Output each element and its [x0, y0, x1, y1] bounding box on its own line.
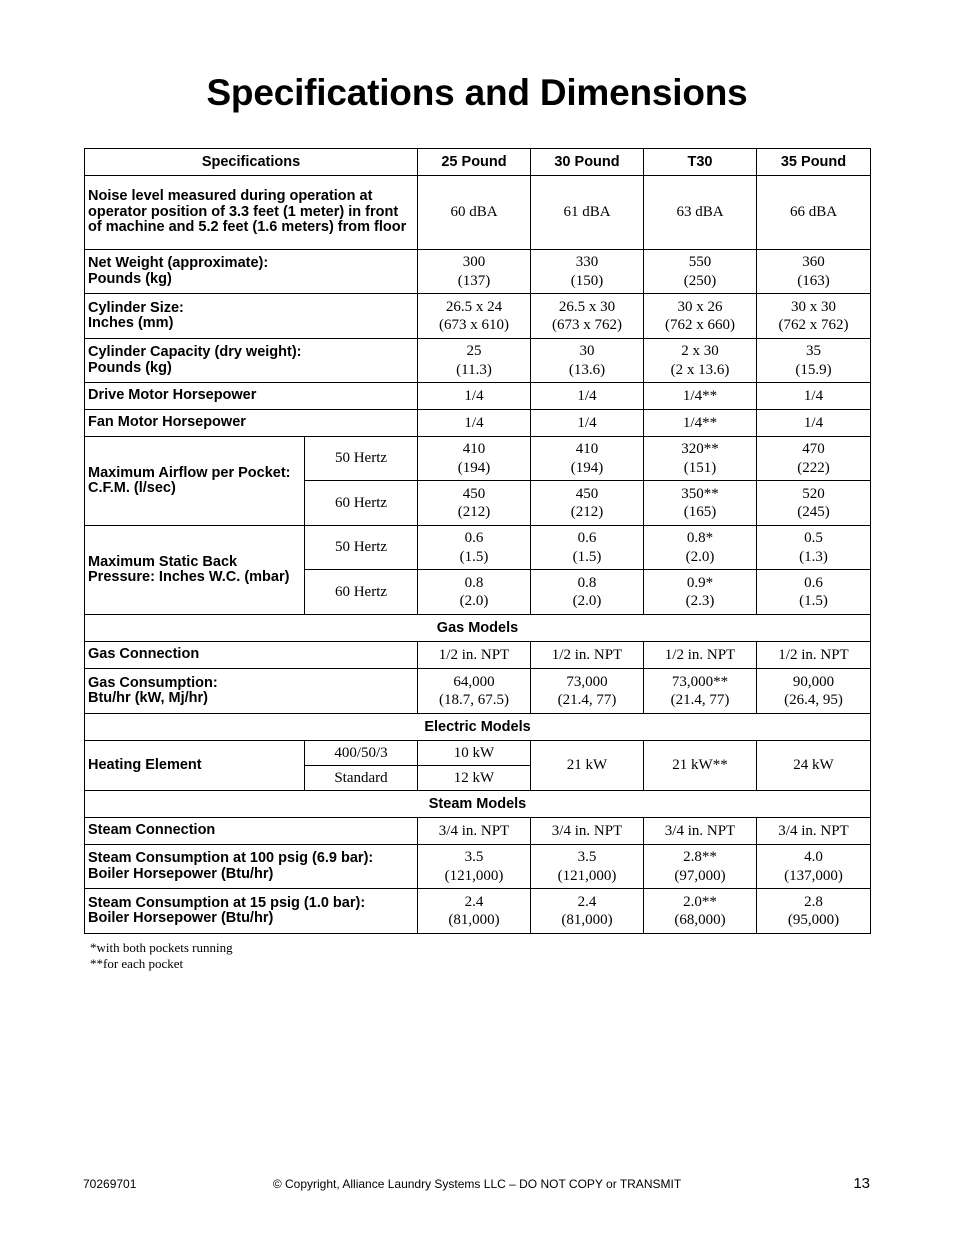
cell-value: 3.5 (121,000) [418, 845, 531, 889]
cell-value: 1/2 in. NPT [418, 642, 531, 669]
cell-value: 30 x 30 (762 x 762) [757, 294, 871, 339]
cell-value: 1/4** [644, 410, 757, 437]
table-row-airflow-50hz [85, 437, 871, 481]
cell-value: 21 kW** [644, 741, 757, 791]
cell-value: 35 (15.9) [757, 339, 871, 383]
row-label-drive-motor: Drive Motor Horsepower [85, 383, 418, 410]
section-row-electric [85, 714, 871, 741]
cell-value: 410 (194) [531, 437, 644, 481]
page-title: Specifications and Dimensions [206, 72, 748, 113]
frequency-label: 50 Hertz [305, 526, 418, 570]
cell-value: 12 kW [418, 766, 531, 791]
cell-value: 90,000 (26.4, 95) [757, 669, 871, 714]
cell-value: 0.6 (1.5) [531, 526, 644, 570]
row-label-noise: Noise level measured during operation at operator position of 3.3 feet (1 meter) in front of machine and 5.2 feet (1.6 meters) from floor [85, 176, 418, 250]
cell-value: 30 (13.6) [531, 339, 644, 383]
cell-value: 2.8 (95,000) [757, 889, 871, 934]
cell-value: 10 kW [418, 741, 531, 766]
cell-value: 300 (137) [418, 250, 531, 294]
row-label-airflow: Maximum Airflow per Pocket: C.F.M. (l/sec) [85, 437, 305, 526]
cell-value: 450 (212) [418, 481, 531, 526]
footnote-single-asterisk: *with both pockets running [90, 940, 233, 955]
cell-value: 21 kW [531, 741, 644, 791]
cell-value: 2.0** (68,000) [644, 889, 757, 934]
cell-value: 0.6 (1.5) [757, 570, 871, 615]
footer-document-number: 70269701 [83, 1177, 137, 1191]
cell-value: 0.8 (2.0) [418, 570, 531, 615]
cell-value: 2 x 30 (2 x 13.6) [644, 339, 757, 383]
header-30-pound: 30 Pound [531, 149, 644, 176]
frequency-label: 50 Hertz [305, 437, 418, 481]
specifications-table [84, 148, 871, 934]
footer-copyright: © Copyright, Alliance Laundry Systems LLC – DO NOT COPY or TRANSMIT [272, 1177, 682, 1191]
table-row-net-weight [85, 250, 871, 294]
cell-value: 410 (194) [418, 437, 531, 481]
cell-value: 1/4 [531, 410, 644, 437]
footer-page-number: 13 [853, 1175, 870, 1192]
cell-value: 1/4 [531, 383, 644, 410]
row-label-heating-element: Heating Element [85, 741, 305, 791]
cell-value: 0.5 (1.3) [757, 526, 871, 570]
row-label-steam-100psig: Steam Consumption at 100 psig (6.9 bar): Boiler Horsepower (Btu/hr) [85, 845, 418, 889]
cell-value: 3.5 (121,000) [531, 845, 644, 889]
row-label-gas-connection: Gas Connection [85, 642, 418, 669]
table-row-gas-consumption [85, 669, 871, 714]
table-row-noise [85, 176, 871, 250]
section-title-electric-models: Electric Models [85, 714, 871, 741]
cell-value: 470 (222) [757, 437, 871, 481]
cell-value: 73,000** (21.4, 77) [644, 669, 757, 714]
row-label-backpressure: Maximum Static Back Pressure: Inches W.C. (mbar) [85, 526, 305, 615]
table-row-steam-connection [85, 818, 871, 845]
cell-value: 550 (250) [644, 250, 757, 294]
table-row-steam-15psig [85, 889, 871, 934]
cell-value: 26.5 x 30 (673 x 762) [531, 294, 644, 339]
cell-value: 25 (11.3) [418, 339, 531, 383]
cell-value: 1/2 in. NPT [757, 642, 871, 669]
footnote-double-asterisk: **for each pocket [90, 956, 184, 971]
section-row-steam [85, 791, 871, 818]
cell-value: 1/4 [757, 410, 871, 437]
cell-value: 60 dBA [418, 176, 531, 250]
row-label-gas-consumption: Gas Consumption: Btu/hr (kW, Mj/hr) [85, 669, 418, 714]
cell-value: 1/4 [418, 410, 531, 437]
cell-value: 1/4** [644, 383, 757, 410]
section-title-steam-models: Steam Models [85, 791, 871, 818]
cell-value: 3/4 in. NPT [644, 818, 757, 845]
cell-value: 330 (150) [531, 250, 644, 294]
table-row-cylinder-size [85, 294, 871, 339]
cell-value: 26.5 x 24 (673 x 610) [418, 294, 531, 339]
header-25-pound: 25 Pound [418, 149, 531, 176]
table-row-backpressure-50hz [85, 526, 871, 570]
cell-value: 3/4 in. NPT [757, 818, 871, 845]
header-t30: T30 [644, 149, 757, 176]
cell-value: 1/4 [418, 383, 531, 410]
table-row-fan-motor [85, 410, 871, 437]
voltage-label: 400/50/3 [305, 741, 418, 766]
section-title-gas-models: Gas Models [85, 615, 871, 642]
row-label-cylinder-capacity: Cylinder Capacity (dry weight): Pounds (kg) [85, 339, 418, 383]
row-label-cylinder-size: Cylinder Size: Inches (mm) [85, 294, 418, 339]
cell-value: 350** (165) [644, 481, 757, 526]
cell-value: 450 (212) [531, 481, 644, 526]
cell-value: 24 kW [757, 741, 871, 791]
section-row-gas [85, 615, 871, 642]
cell-value: 2.4 (81,000) [418, 889, 531, 934]
table-row-steam-100psig [85, 845, 871, 889]
cell-value: 0.8* (2.0) [644, 526, 757, 570]
voltage-label: Standard [305, 766, 418, 791]
cell-value: 30 x 26 (762 x 660) [644, 294, 757, 339]
table-row-drive-motor [85, 383, 871, 410]
row-label-fan-motor: Fan Motor Horsepower [85, 410, 418, 437]
cell-value: 520 (245) [757, 481, 871, 526]
row-label-steam-15psig: Steam Consumption at 15 psig (1.0 bar): Boiler Horsepower (Btu/hr) [85, 889, 418, 934]
cell-value: 1/4 [757, 383, 871, 410]
table-row-cylinder-capacity [85, 339, 871, 383]
cell-value: 360 (163) [757, 250, 871, 294]
cell-value: 320** (151) [644, 437, 757, 481]
table-header-row [85, 149, 871, 176]
cell-value: 63 dBA [644, 176, 757, 250]
cell-value: 3/4 in. NPT [418, 818, 531, 845]
cell-value: 66 dBA [757, 176, 871, 250]
header-35-pound: 35 Pound [757, 149, 871, 176]
table-row-heating-element-1 [85, 741, 871, 766]
table-row-gas-connection [85, 642, 871, 669]
cell-value: 61 dBA [531, 176, 644, 250]
cell-value: 64,000 (18.7, 67.5) [418, 669, 531, 714]
row-label-steam-connection: Steam Connection [85, 818, 418, 845]
frequency-label: 60 Hertz [305, 481, 418, 526]
frequency-label: 60 Hertz [305, 570, 418, 615]
header-specifications: Specifications [85, 149, 418, 176]
cell-value: 1/2 in. NPT [531, 642, 644, 669]
cell-value: 73,000 (21.4, 77) [531, 669, 644, 714]
cell-value: 2.4 (81,000) [531, 889, 644, 934]
cell-value: 4.0 (137,000) [757, 845, 871, 889]
cell-value: 2.8** (97,000) [644, 845, 757, 889]
cell-value: 3/4 in. NPT [531, 818, 644, 845]
cell-value: 0.8 (2.0) [531, 570, 644, 615]
cell-value: 0.6 (1.5) [418, 526, 531, 570]
row-label-net-weight: Net Weight (approximate): Pounds (kg) [85, 250, 418, 294]
cell-value: 0.9* (2.3) [644, 570, 757, 615]
cell-value: 1/2 in. NPT [644, 642, 757, 669]
footnotes [90, 940, 233, 972]
